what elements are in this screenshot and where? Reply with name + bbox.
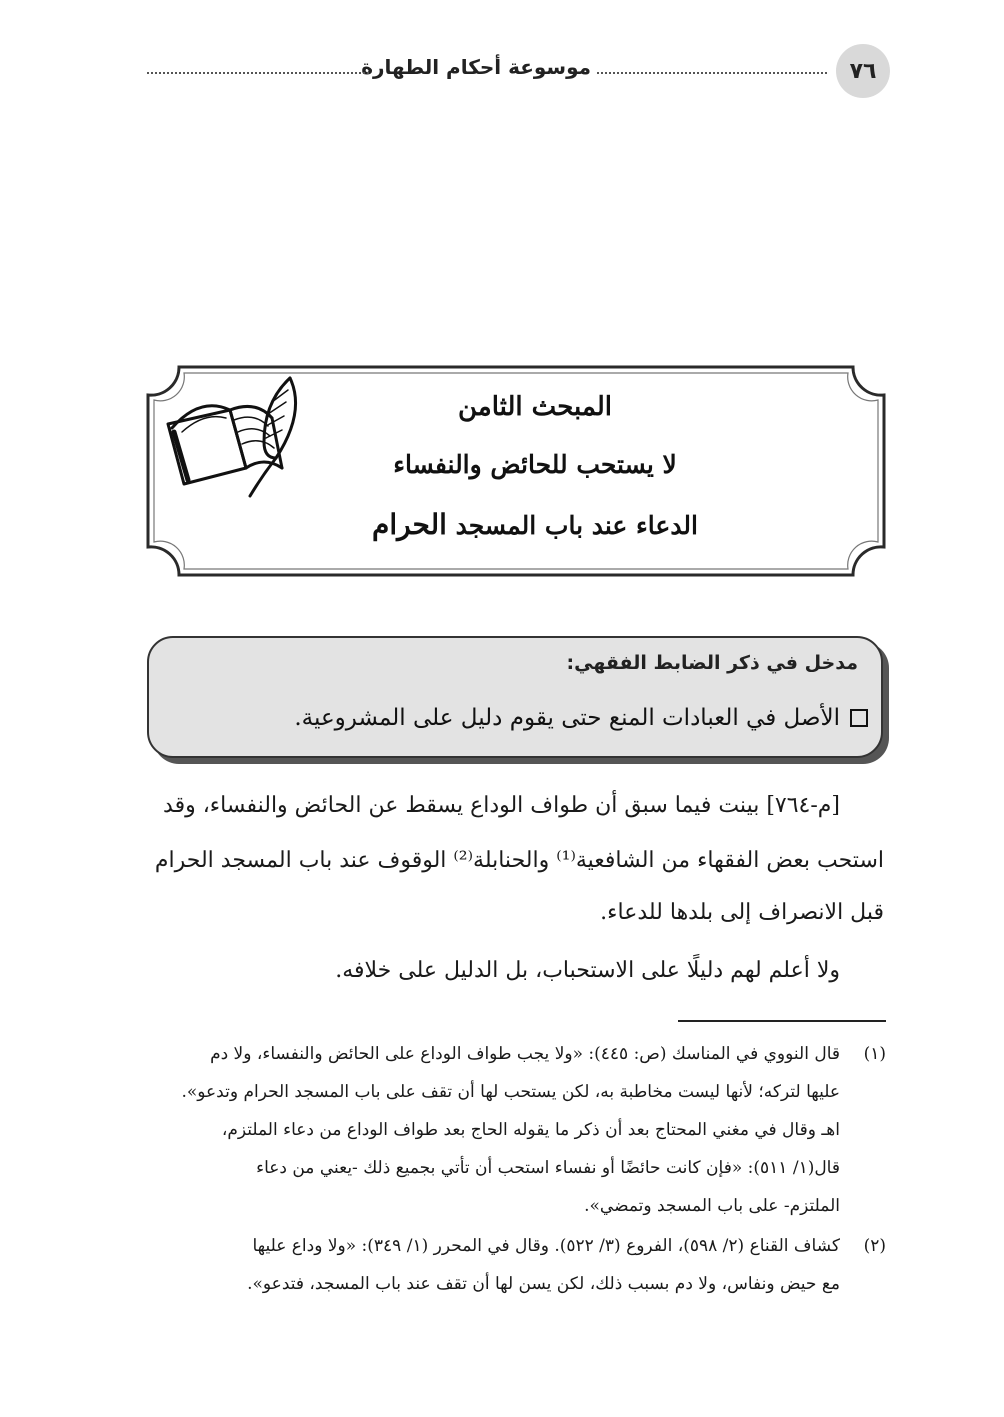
- body-paragraph-1-line-3: قبل الانصراف إلى بلدها للدعاء.: [600, 900, 884, 925]
- header-dots-left: [147, 72, 369, 74]
- footnote-2-line: كشاف القناع (٢/ ٥٩٨)، الفروع (٣/ ٥٢٢). وقال في المحرر (١/ ٣٤٩): «ولا وداع عليها: [252, 1236, 840, 1256]
- footnote-1-line: قال النووي في المناسك (ص: ٤٤٥): «ولا يجب طواف الوداع على الحائض والنفساء، ولا دم: [210, 1044, 840, 1064]
- subtitle-normal-part: الدعاء عند باب المسجد: [446, 511, 698, 540]
- footnote-1-line: اهـ وقال في مغني المحتاج بعد أن ذكر ما يقوله الحاج بعد طواف الوداع من دعاء الملتزم،: [221, 1120, 840, 1140]
- footnote-1-line: عليها لتركه؛ لأنها ليست مخاطبة به، لكن يستحب لها أن تقف على باب المسجد الحرام وتدعو».: [181, 1082, 840, 1102]
- book-title: موسوعة أحكام الطهارة: [361, 55, 591, 79]
- chapter-subtitle-line2: [330, 508, 740, 541]
- footnote-1-line: الملتزم- على باب المسجد وتمضي».: [584, 1196, 840, 1216]
- body-paragraph-2: ولا أعلم لهم دليلًا على الاستحباب، بل الدليل على خلافه.: [335, 958, 840, 983]
- footnote-2-line: مع حيض ونفاس، ولا دم بسبب ذلك، لكن يسن لها أن تقف عند باب المسجد، فتدعو».: [247, 1274, 840, 1294]
- footnote-1-number: (١): [863, 1044, 886, 1064]
- header-dots-right: [597, 72, 827, 74]
- intro-rule: [294, 705, 868, 731]
- body-paragraph-1-line-2: استحب بعض الفقهاء من الشافعية⁽¹⁾ والحنابلة⁽²⁾ الوقوف عند باب المسجد الحرام: [154, 848, 884, 873]
- footnote-1-line: قال(١/ ٥١١): «فإن كانت حائضًا أو نفساء استحب أن تأتي بجميع ذلك -يعني من دعاء: [256, 1158, 840, 1178]
- body-paragraph-1-line-1: [م-٧٦٤] بينت فيما سبق أن طواف الوداع يسقط عن الحائض والنفساء، وقد: [163, 793, 840, 818]
- footnote-2-number: (٢): [863, 1236, 886, 1256]
- subtitle-emphasis: الحرام: [371, 508, 447, 541]
- chapter-title: المبحث الثامن: [457, 392, 613, 422]
- intro-rule-text: الأصل في العبادات المنع حتى يقوم دليل على المشروعية.: [294, 705, 840, 731]
- chapter-subtitle-line1: لا يستحب للحائض والنفساء: [393, 450, 677, 479]
- checkbox-icon: [850, 709, 868, 727]
- intro-heading: مدخل في ذكر الضابط الفقهي:: [566, 652, 858, 674]
- book-and-quill-icon: [160, 372, 310, 502]
- page-number: ٧٦: [836, 44, 890, 98]
- footnote-separator: [678, 1020, 886, 1022]
